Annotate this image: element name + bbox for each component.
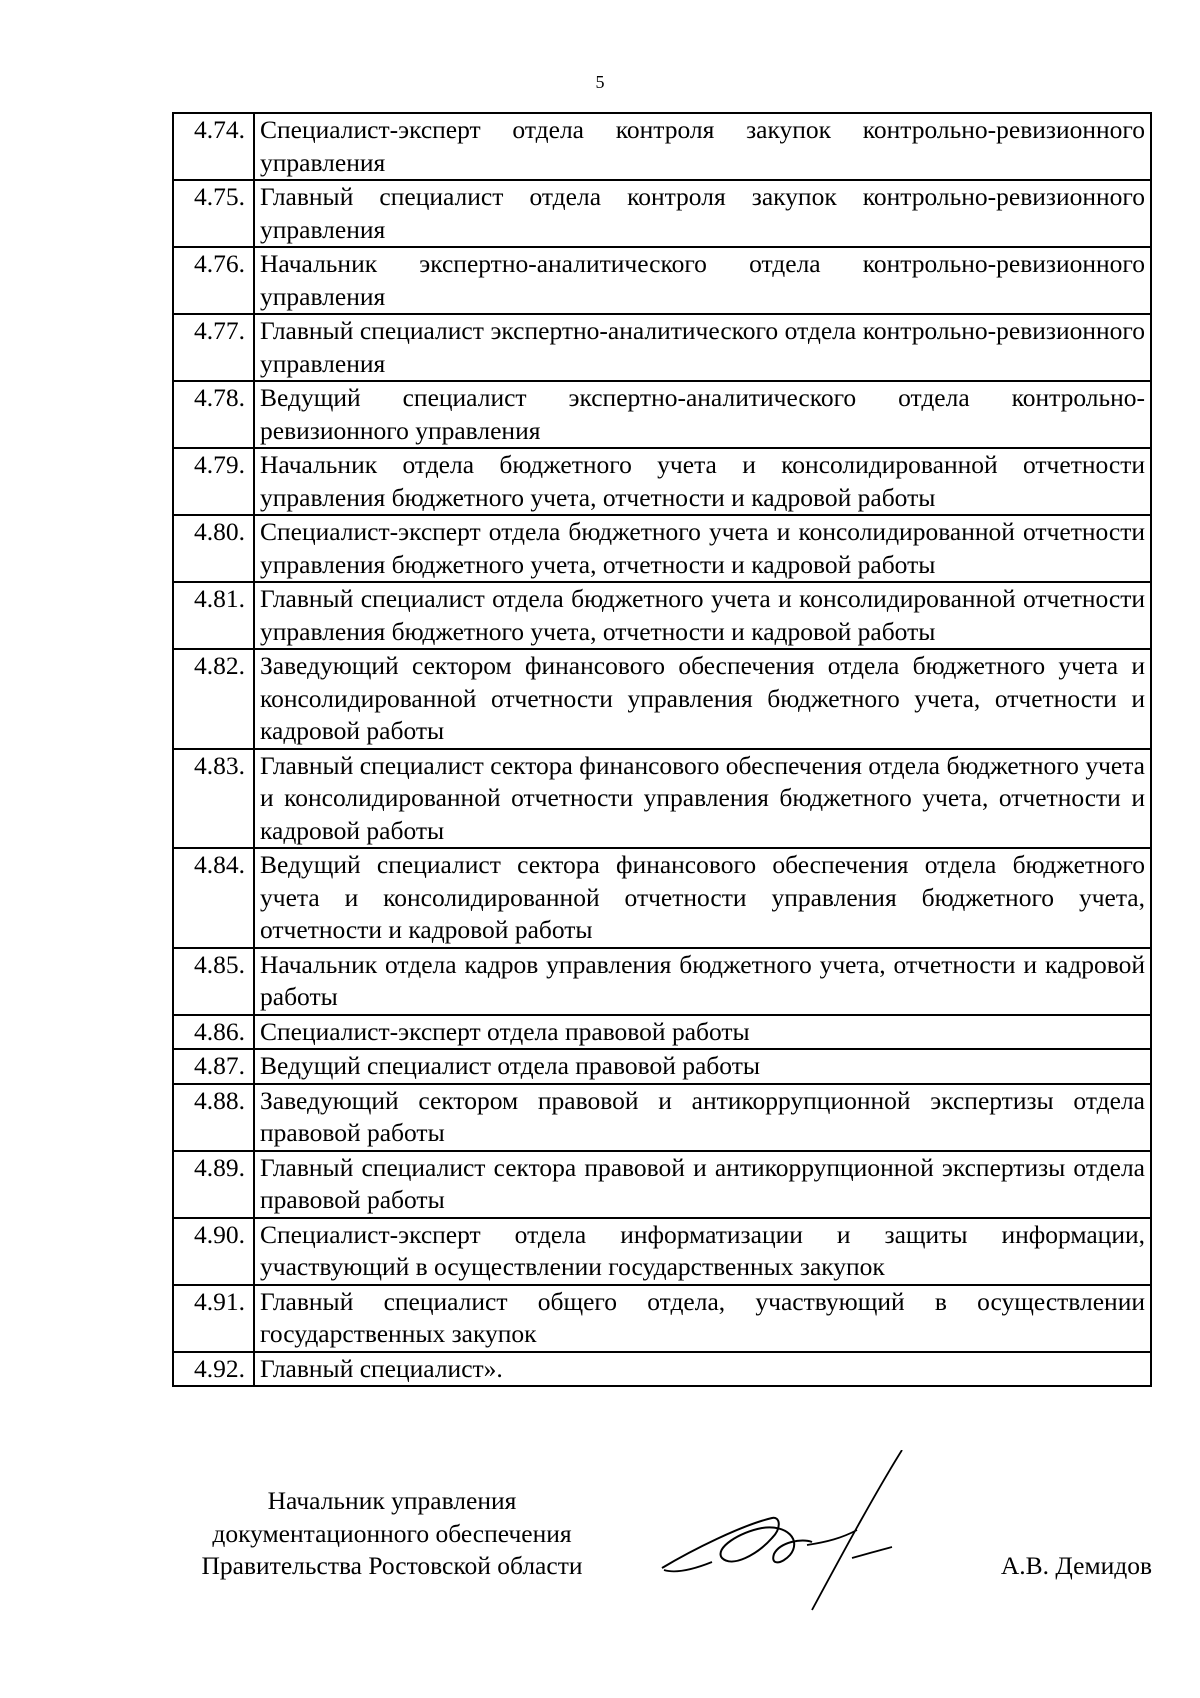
row-number: 4.87. bbox=[173, 1049, 254, 1084]
positions-table-body bbox=[173, 113, 1151, 1386]
row-number: 4.88. bbox=[173, 1084, 254, 1151]
row-number: 4.78. bbox=[173, 381, 254, 448]
position-title: Заведующий сектором правовой и антикоррупционной экспертизы отдела правовой работы bbox=[254, 1084, 1151, 1151]
position-title: Главный специалист сектора финансового обеспечения отдела бюджетного учета и консолидированной отчетности управления бюджетного учета, отчетности и кадровой работы bbox=[254, 749, 1151, 849]
row-number: 4.82. bbox=[173, 649, 254, 749]
position-title: Главный специалист отдела контроля закупок контрольно-ревизионного управления bbox=[254, 180, 1151, 247]
row-number: 4.81. bbox=[173, 582, 254, 649]
table-row bbox=[173, 113, 1151, 180]
table-row bbox=[173, 448, 1151, 515]
row-number: 4.89. bbox=[173, 1151, 254, 1218]
signer-title bbox=[172, 1485, 612, 1583]
table-row bbox=[173, 948, 1151, 1015]
row-number: 4.91. bbox=[173, 1285, 254, 1352]
row-number: 4.86. bbox=[173, 1015, 254, 1050]
position-title: Начальник экспертно-аналитического отдела контрольно-ревизионного управления bbox=[254, 247, 1151, 314]
position-title: Начальник отдела кадров управления бюджетного учета, отчетности и кадровой работы bbox=[254, 948, 1151, 1015]
table-row bbox=[173, 1015, 1151, 1050]
page-number: 5 bbox=[595, 72, 605, 92]
table-row bbox=[173, 1084, 1151, 1151]
table-row bbox=[173, 582, 1151, 649]
row-number: 4.74. bbox=[173, 113, 254, 180]
table-row bbox=[173, 1151, 1151, 1218]
signer-name: А.В. Демидов bbox=[1000, 1551, 1152, 1580]
table-row bbox=[173, 649, 1151, 749]
row-number: 4.84. bbox=[173, 848, 254, 948]
position-title: Начальник отдела бюджетного учета и консолидированной отчетности управления бюджетного учета, отчетности и кадровой работы bbox=[254, 448, 1151, 515]
row-number: 4.75. bbox=[173, 180, 254, 247]
table-row bbox=[173, 180, 1151, 247]
position-title: Специалист-эксперт отдела контроля закупок контрольно-ревизионного управления bbox=[254, 113, 1151, 180]
position-title: Главный специалист сектора правовой и антикоррупционной экспертизы отдела правовой работы bbox=[254, 1151, 1151, 1218]
table-row bbox=[173, 1352, 1151, 1387]
position-title: Специалист-эксперт отдела информатизации и защиты информации, участвующий в осуществлении государственных закупок bbox=[254, 1218, 1151, 1285]
table-row bbox=[173, 515, 1151, 582]
row-number: 4.76. bbox=[173, 247, 254, 314]
position-title: Главный специалист общего отдела, участвующий в осуществлении государственных закупок bbox=[254, 1285, 1151, 1352]
position-title: Специалист-эксперт отдела бюджетного учета и консолидированной отчетности управления бюджетного учета, отчетности и кадровой работы bbox=[254, 515, 1151, 582]
signer-title-line: Правительства Ростовской области bbox=[201, 1551, 583, 1580]
position-title: Главный специалист». bbox=[254, 1352, 1151, 1387]
position-title: Ведущий специалист экспертно-аналитического отдела контрольно-ревизионного управления bbox=[254, 381, 1151, 448]
row-number: 4.80. bbox=[173, 515, 254, 582]
position-title: Главный специалист экспертно-аналитического отдела контрольно-ревизионного управления bbox=[254, 314, 1151, 381]
position-title: Главный специалист отдела бюджетного учета и консолидированной отчетности управления бюджетного учета, отчетности и кадровой работы bbox=[254, 582, 1151, 649]
position-title: Ведущий специалист отдела правовой работы bbox=[254, 1049, 1151, 1084]
table-row bbox=[173, 848, 1151, 948]
position-title: Заведующий сектором финансового обеспечения отдела бюджетного учета и консолидированной отчетности управления бюджетного учета, отчетности и кадровой работы bbox=[254, 649, 1151, 749]
signature-block bbox=[172, 1485, 1152, 1685]
row-number: 4.90. bbox=[173, 1218, 254, 1285]
signer-title-line: документационного обеспечения bbox=[212, 1518, 572, 1548]
table-row bbox=[173, 381, 1151, 448]
table-row bbox=[173, 247, 1151, 314]
position-title: Ведущий специалист сектора финансового обеспечения отдела бюджетного учета и консолидированной отчетности управления бюджетного учета, отчетности и кадровой работы bbox=[254, 848, 1151, 948]
table-row bbox=[173, 1218, 1151, 1285]
table-row bbox=[173, 1285, 1151, 1352]
positions-table bbox=[172, 112, 1152, 1387]
table-row bbox=[173, 1049, 1151, 1084]
row-number: 4.77. bbox=[173, 314, 254, 381]
row-number: 4.85. bbox=[173, 948, 254, 1015]
table-row bbox=[173, 314, 1151, 381]
row-number: 4.79. bbox=[173, 448, 254, 515]
row-number: 4.92. bbox=[173, 1352, 254, 1387]
position-title: Специалист-эксперт отдела правовой работы bbox=[254, 1015, 1151, 1050]
row-number: 4.83. bbox=[173, 749, 254, 849]
handwritten-signature bbox=[652, 1450, 952, 1650]
table-row bbox=[173, 749, 1151, 849]
signer-title-line: Начальник управления bbox=[267, 1486, 517, 1515]
